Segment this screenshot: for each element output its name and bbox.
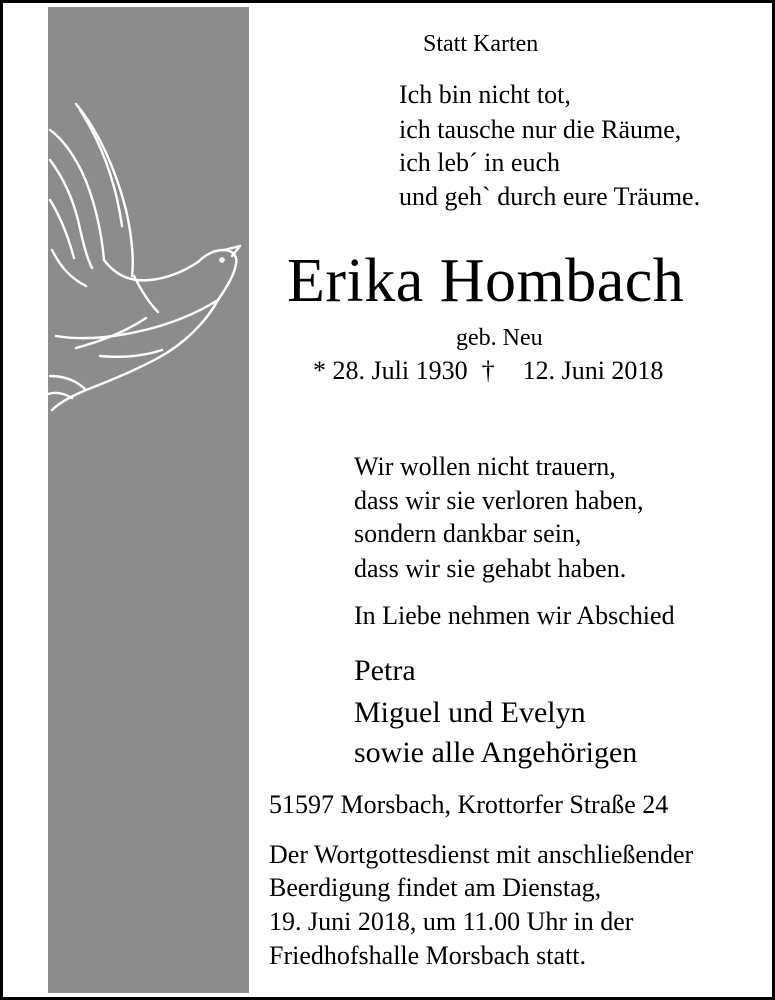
service-notice-line-4: Friedhofshalle Morsbach statt.: [269, 941, 586, 970]
mourner-line-1: Petra: [354, 654, 416, 687]
death-date: 12. Juni 2018: [522, 356, 664, 385]
maiden-name: geb. Neu: [456, 325, 543, 351]
birth-date: * 28. Juli 1930: [313, 356, 468, 385]
address: 51597 Morsbach, Krottorfer Straße 24: [269, 790, 669, 819]
cross-icon: †: [481, 356, 495, 385]
quote-top-line-1: Ich bin nicht tot,: [399, 80, 571, 109]
quote-top-line-2: ich tausche nur die Räume,: [399, 115, 682, 144]
dove-icon: [46, 100, 242, 420]
quote-top-line-4: und geh` durch eure Träume.: [399, 182, 701, 211]
service-notice-line-1: Der Wortgottesdienst mit anschließender: [269, 840, 694, 869]
service-notice-line-3: 19. Juni 2018, um 11.00 Uhr in der: [269, 907, 634, 936]
farewell-text: In Liebe nehmen wir Abschied: [354, 601, 675, 630]
statt-karten-label: Statt Karten: [423, 31, 539, 57]
quote-bottom-line-4: dass wir sie gehabt haben.: [354, 554, 627, 583]
quote-bottom-line-2: dass wir sie verloren haben,: [354, 486, 644, 515]
deceased-name: Erika Hombach: [287, 247, 685, 315]
quote-bottom-line-1: Wir wollen nicht trauern,: [354, 452, 616, 481]
quote-bottom-line-3: sondern dankbar sein,: [354, 519, 582, 548]
life-dates: [313, 358, 663, 384]
quote-top-line-3: ich leb´ in euch: [399, 148, 560, 177]
service-notice-line-2: Beerdigung findet am Dienstag,: [269, 873, 602, 902]
mourner-line-3: sowie alle Angehörigen: [354, 736, 638, 769]
mourner-line-2: Miguel und Evelyn: [354, 696, 586, 729]
